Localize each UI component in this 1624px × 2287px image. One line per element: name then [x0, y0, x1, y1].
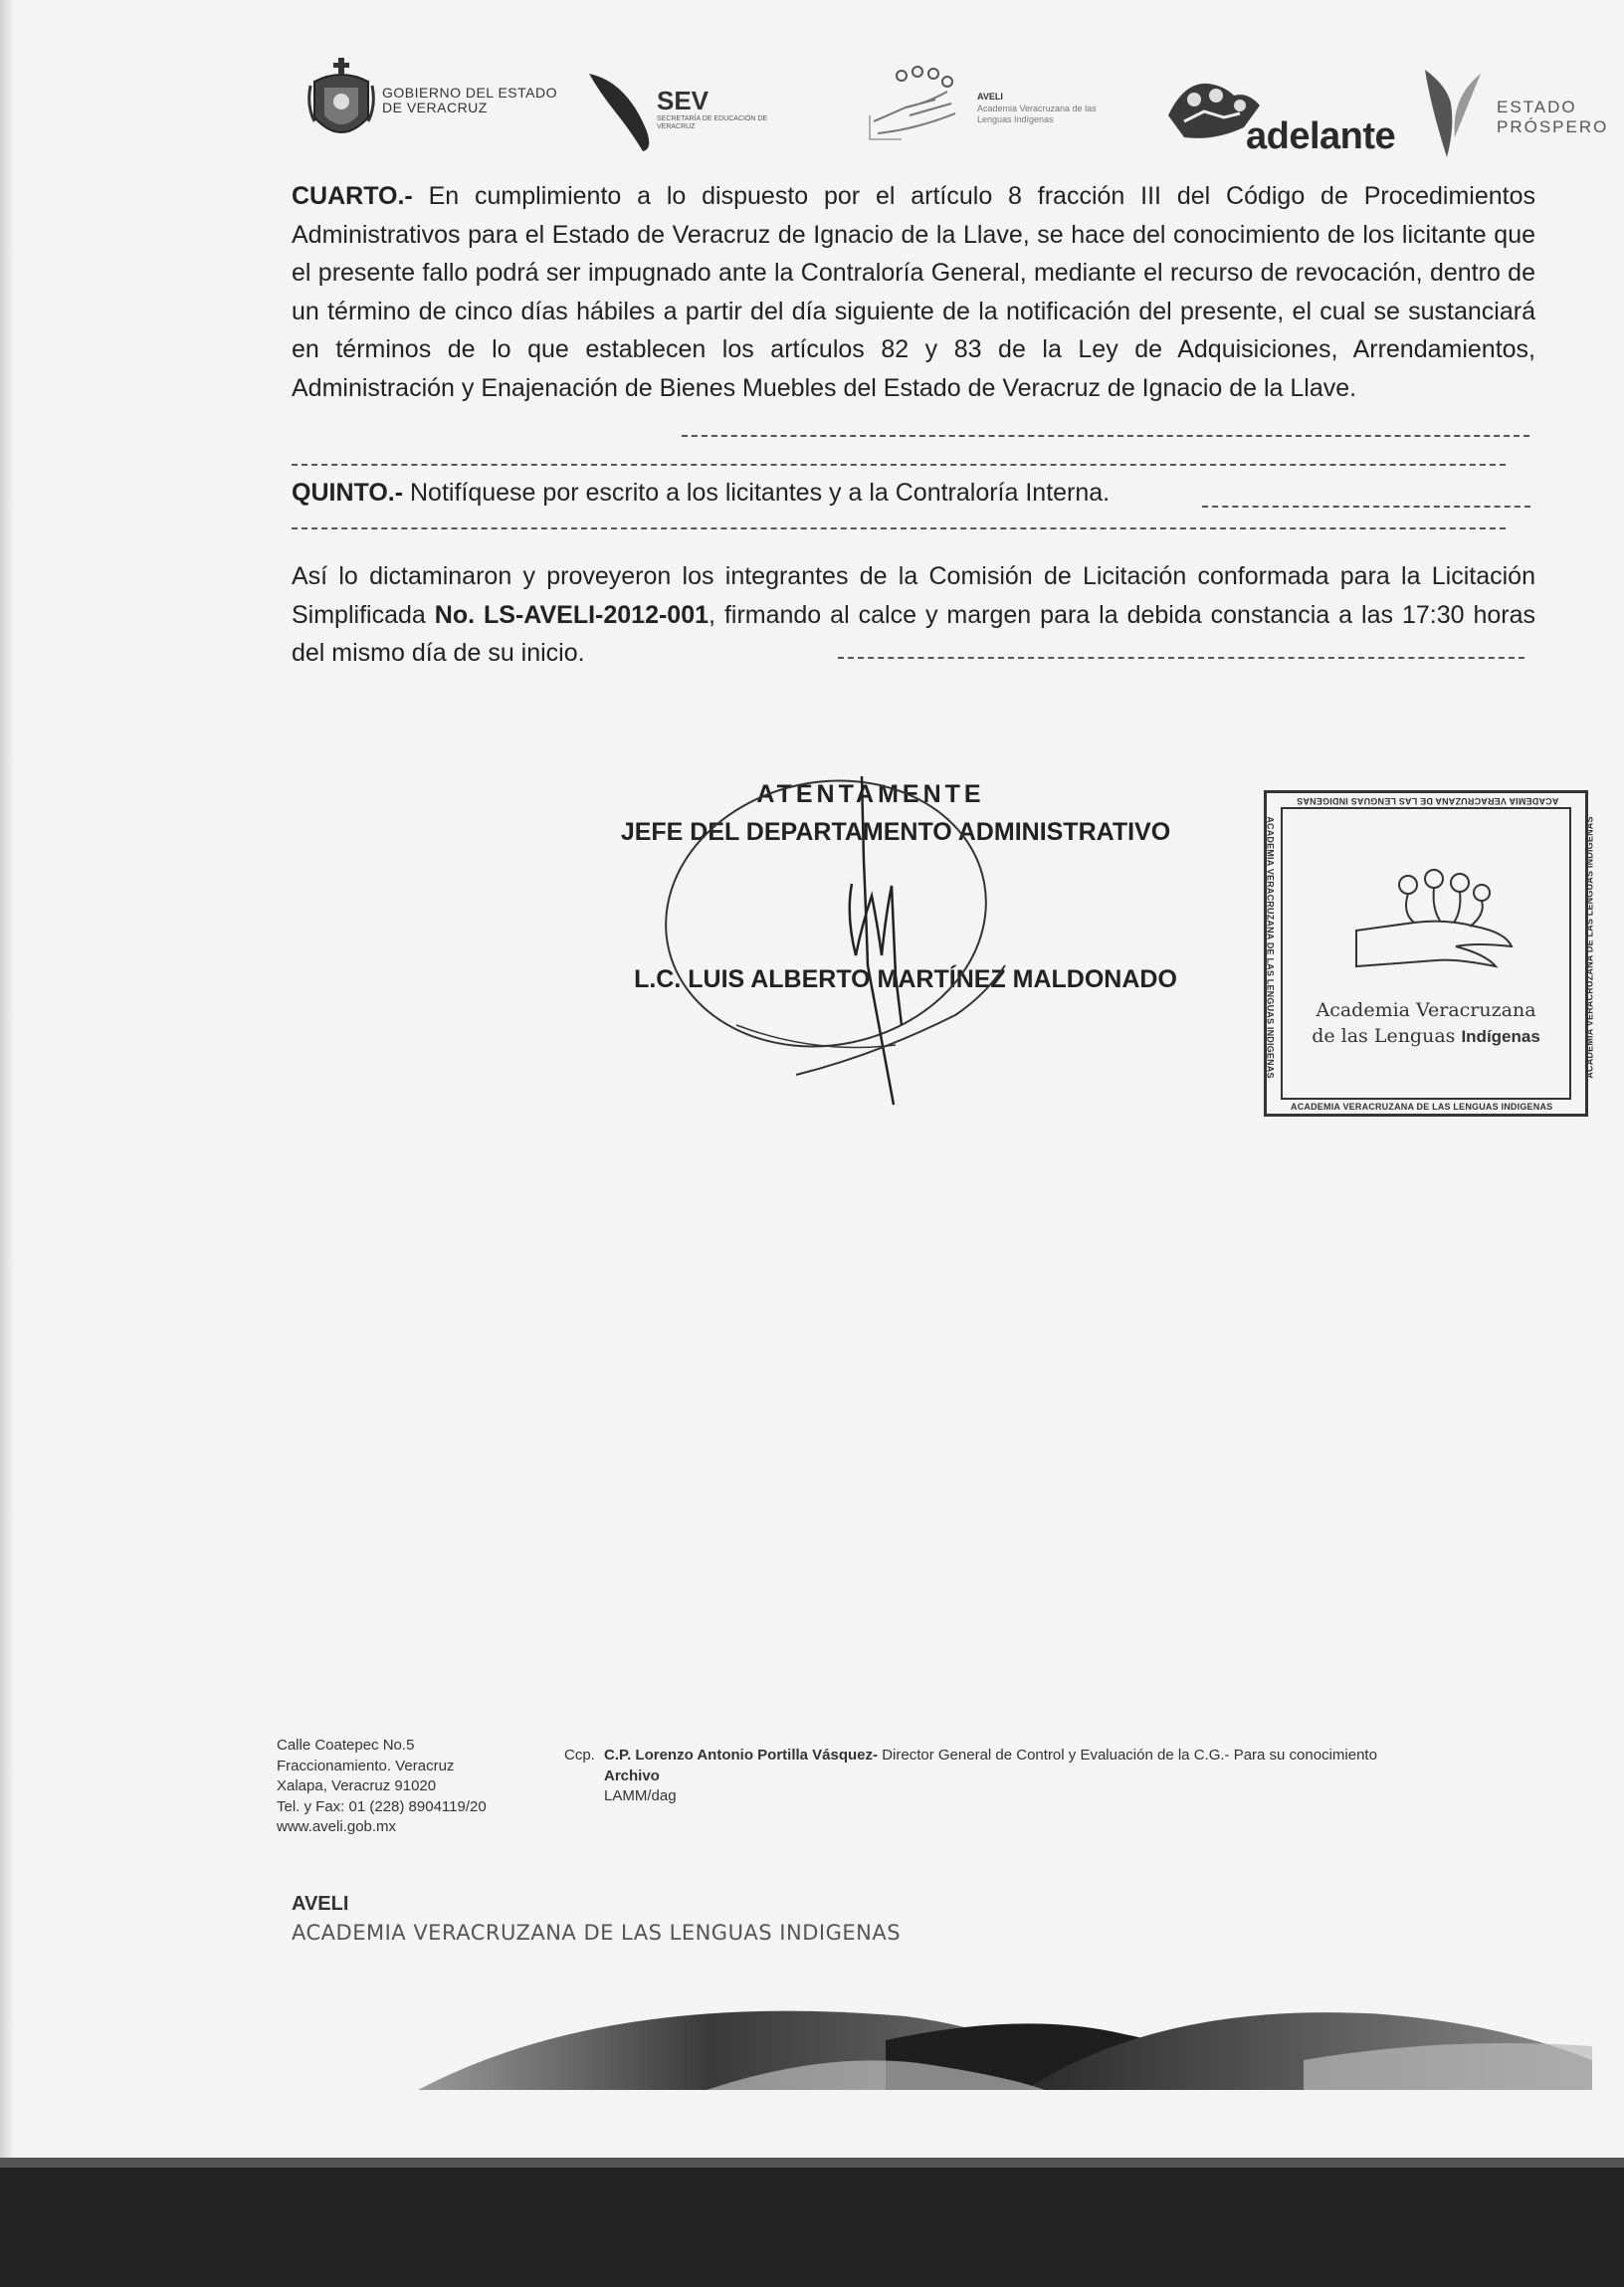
quinto-text: Notifíquese por escrito a los licitantes y a la Contraloría Interna.: [410, 479, 1111, 507]
footer-aveli-fullname: ACADEMIA VERACRUZANA DE LAS LENGUAS INDIGENAS: [292, 1921, 902, 1945]
adelante-word: adelante: [1246, 115, 1396, 157]
cuarto-label: CUARTO.-: [292, 182, 413, 210]
stamp-line-2: [1267, 1024, 1585, 1049]
cuarto-text: En cumplimiento a lo dispuesto por el artículo 8 fracción III del Código de Procedimientos Administrativos para el Estado de Veracruz de Ignacio de la Llave, se hace del conocimiento de los licitante que el presente fallo podrá ser impugnado ante la Contraloría General, mediante el recurso de revocación, dentro de un término de cinco días hábiles a partir del día siguiente de la notificación del presente, el cual se sustanciará en términos de lo que establecen los artículos 82 y 83 de la Ley de Adquisiciones, Arrendamientos, Administración y Enajenación de Bienes Muebles del Estado de Veracruz de Ignacio de la Llave.: [292, 182, 1536, 402]
ccp-rest: Director General de Control y Evaluación de la C.G.- Para su conocimiento: [878, 1747, 1377, 1764]
address-line: Xalapa, Veracruz 91020: [277, 1777, 437, 1794]
stamp-border-text-top: ACADEMIA VERACRUZANA DE LAS LENGUAS INDIGENAS: [1297, 796, 1559, 806]
aveli-logo-name: AVELI: [977, 92, 1003, 102]
prospero-text: ESTADO PRÓSPERO: [1497, 98, 1609, 136]
sev-swoosh-icon: [587, 72, 655, 153]
ccp-line: [564, 1746, 1569, 1767]
closing-text-before: Así lo dictaminaron y proveyeron los integrantes de la Comisión de Licitación conformada para la Licitación Simplificada: [292, 562, 1535, 629]
aveli-hand-icon: [866, 64, 975, 143]
atentamente-label: ATENTAMENTE: [756, 780, 985, 808]
licitacion-number: No. LS-AVELI-2012-001: [434, 600, 710, 629]
ccp-block: [564, 1746, 1569, 1807]
archivo-label: Archivo: [604, 1767, 660, 1784]
quinto-label: QUINTO.-: [292, 479, 404, 507]
address-line: Calle Coatepec No.5: [277, 1737, 415, 1754]
sev-title: SEV: [657, 86, 710, 115]
gobierno-text: GOBIERNO DEL ESTADO DE VERACRUZ: [382, 85, 557, 115]
stamp-border-text-bottom: ACADEMIA VERACRUZANA DE LAS LENGUAS INDIGENAS: [1291, 1102, 1553, 1112]
ccp-initials: LAMM/dag: [604, 1787, 677, 1804]
sev-subtitle: SECRETARÍA DE EDUCACIÓN DE VERACRUZ: [657, 115, 768, 130]
estado-prospero-logo: [1421, 68, 1620, 163]
address-line: Tel. y Fax: 01 (228) 8904119/20: [277, 1797, 487, 1815]
page-edge-shadow: [0, 0, 14, 2158]
stamp-border-text-left: ACADEMIA VERACRUZANA DE LAS LENGUAS INDIGENAS: [1265, 816, 1276, 1079]
cuarto-dash-fill: [682, 435, 1529, 437]
stamp-line-2-prefix: de las Lenguas: [1312, 1025, 1456, 1047]
quinto-dash-fill: [1202, 506, 1530, 508]
footer-address: [277, 1736, 487, 1838]
stamp-border-text-right: ACADEMIA VERACRUZANA DE LAS LENGUAS INDIGENAS: [1584, 816, 1595, 1079]
stamp-hand-icon: [1336, 863, 1525, 982]
address-line: Fraccionamiento. Veracruz: [277, 1757, 455, 1774]
adelante-logo: [1164, 72, 1396, 161]
gobierno-logo: [299, 54, 557, 149]
scan-dark-border: [0, 2158, 1624, 2287]
closing-text-after: , firmando al calce y margen para la debida constancia a las 17:30 horas del mismo día de su inicio.: [292, 600, 1536, 667]
signer-name: L.C. LUIS ALBERTO MARTÍNEZ MALDONADO: [634, 965, 1177, 993]
prospero-leaf-icon: [1421, 68, 1487, 163]
signer-position: JEFE DEL DEPARTAMENTO ADMINISTRATIVO: [620, 818, 1171, 846]
footer-aveli-title: AVELI: [292, 1893, 349, 1915]
ccp-archivo: [564, 1767, 1569, 1787]
stamp-line-2-bold: Indígenas: [1461, 1027, 1540, 1046]
closing-paragraph: [292, 557, 1535, 673]
separator-dash-line-2: [292, 527, 1506, 529]
aveli-logo: [866, 64, 1134, 147]
aveli-stamp: [1264, 790, 1595, 1117]
footer-wave-graphic: [408, 1980, 1592, 2092]
sev-logo: [587, 72, 796, 153]
ccp-name: C.P. Lorenzo Antonio Portilla Vásquez-: [604, 1747, 879, 1764]
scan-border-edge: [0, 2158, 1624, 2168]
cuarto-paragraph: [292, 177, 1535, 407]
coat-of-arms-icon: [306, 56, 376, 147]
address-website: www.aveli.gob.mx: [277, 1818, 397, 1835]
separator-dash-line: [292, 464, 1506, 466]
stamp-line-1: Academia Veracruzana: [1316, 999, 1536, 1021]
handwritten-signature: [647, 766, 1035, 1115]
closing-dash-fill: [838, 657, 1524, 659]
ccp-label: Ccp.: [564, 1747, 595, 1764]
aveli-logo-subtitle: Academia Veracruzana de las Lenguas Indígenas: [977, 104, 1097, 124]
